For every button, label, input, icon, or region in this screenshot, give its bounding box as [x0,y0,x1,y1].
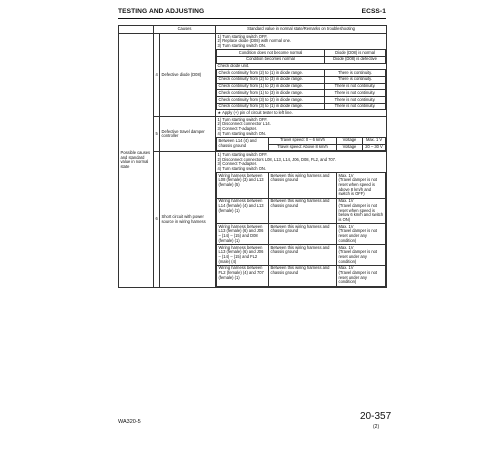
cause-detail [216,152,387,287]
continuity-result: There is not continuity. [325,97,386,104]
value-cell: Max. 1V (Travel damper is not reset under any condition) [337,265,386,286]
cause-detail [216,34,387,117]
value-cell: Max. 1V (Travel damper is not reset under any condition) [337,224,386,245]
cause-row-5 [119,117,387,152]
result-cell: Diode (D08) is defective [325,56,386,63]
model-code: WA320-5 [118,419,141,425]
voltage-table [216,137,386,151]
harness-cell: Wiring harness between L13 (female) (6) and J06 – (14) – (15) and D08 (female) (1) [217,224,269,245]
speed-cell: Travel speed: Above 8 km/h [269,144,337,151]
continuity-table [216,69,386,110]
speed-cell: Travel speed: 0 – 6 km/h [269,137,337,144]
cause-label: Defective travel damper controller [160,117,216,152]
harness-cell: Wiring harness between L08 (female) (3) and L13 (female) (5) [217,173,269,199]
causes-header: Causes [154,26,216,34]
between-cell: Between this wiring harness and chassis ground [269,245,337,266]
continuity-check: Check continuity from (3) to (2) in diode range. [217,97,325,104]
standard-value-header: Standard value in normal state/Remarks on troubleshooting [216,26,387,34]
step-text: 4) Turn starting switch ON. [217,165,266,171]
step-text: 2) Disconnect connectors L08, L13, L14, J06, D08, FL2, and 707. [217,156,337,162]
cause-label: Defective diode (D08) [160,34,216,117]
step-text: 1) Turn starting switch OFF. [217,116,268,122]
value-cell: Max. 1V (Travel damper is not reset when speed is below 6 km/h and switch is ON) [337,198,386,224]
possible-causes-label: Possible causes and standard value in normal state [119,34,154,288]
between-cell: Between this wiring harness and chassis ground [269,265,337,286]
cause-label: Short circuit with power source in wiring harness [160,152,216,287]
harness-table [216,172,386,286]
continuity-check: Check continuity from (1) to (3) in diode range. [217,90,325,97]
continuity-result: There is continuity. [325,70,386,77]
cause-number: 5 [154,117,160,152]
between-cell: Between this wiring harness and chassis ground [269,224,337,245]
apply-note: ★ Apply (+) pin of circuit tester to left line. [217,109,293,115]
diode-swap-table [216,49,386,63]
value-cell: Max. 1 V [363,137,386,144]
continuity-check: Check continuity from (1) to (2) in diode range. [217,83,325,90]
page-header [118,8,386,18]
page-sub: (2) [373,424,380,430]
condition-cell: Condition becomes normal [217,56,325,63]
cause-detail [216,117,387,152]
cause-row-4 [119,34,387,117]
step-text: 1) Turn starting switch OFF. [217,33,268,39]
measure-cell: Voltage [337,137,363,144]
step-text: 3) Connect T-adapter. [217,161,258,167]
between-cell: Between this wiring harness and chassis ground [269,198,337,224]
continuity-result: There is not continuity. [325,103,386,110]
continuity-result: There is not continuity. [325,83,386,90]
page-number: 20-357 [360,411,392,422]
harness-cell: Wiring harness between L13 (female) (6) and J06 – (14) – (15) and FL2 (male) (4) [217,245,269,266]
troubleshooting-table [118,25,387,288]
header-rule [118,18,386,19]
continuity-check: Check continuity from (3) to (1) in diode range. [217,103,325,110]
harness-cell: Wiring harness between L14 (female) (4) and L13 (female) (1) [217,198,269,224]
harness-cell: Wiring harness between FL2 (female) (4) and 707 (female) (1) [217,265,269,286]
step-text: 3) Turn starting switch ON. [217,42,266,48]
table-header-row [119,26,387,34]
measure-cell: Voltage [337,144,363,151]
step-text: 2) Replace diode (D08) with normal one. [217,38,292,44]
value-cell: 20 – 30 V [363,144,386,151]
cause-number: 4 [154,34,160,117]
step-text: 2) Disconnect connector L14. [217,121,271,127]
step-text: 3) Connect T-adapter. [217,126,258,132]
continuity-check: Check continuity from (2) to (3) in diode range. [217,76,325,83]
step-text: 1) Turn starting switch OFF. [217,151,268,157]
result-cell: Diode (D08) is normal [325,50,386,57]
continuity-result: There is not continuity. [325,90,386,97]
section-code: ECSS-1 [361,8,386,15]
check-title: Check diode unit. [217,63,250,69]
condition-cell: Condition does not become normal [217,50,325,57]
between-cell: Between this wiring harness and chassis ground [269,173,337,199]
step-text: 4) Turn starting switch ON. [217,130,266,136]
section-title: TESTING AND ADJUSTING [118,8,205,15]
between-cell: Between L14 (4) and chassis ground [217,137,269,150]
cause-number: 6 [154,152,160,287]
continuity-check: Check continuity from (2) to (1) in diode range. [217,70,325,77]
value-cell: Max. 1V (Travel damper is not reset under any condition) [337,245,386,266]
continuity-result: There is continuity. [325,76,386,83]
value-cell: Max. 1V (Travel damper is not reset when speed is above 8 km/h and switch is OFF) [337,173,386,199]
cause-row-6 [119,152,387,287]
